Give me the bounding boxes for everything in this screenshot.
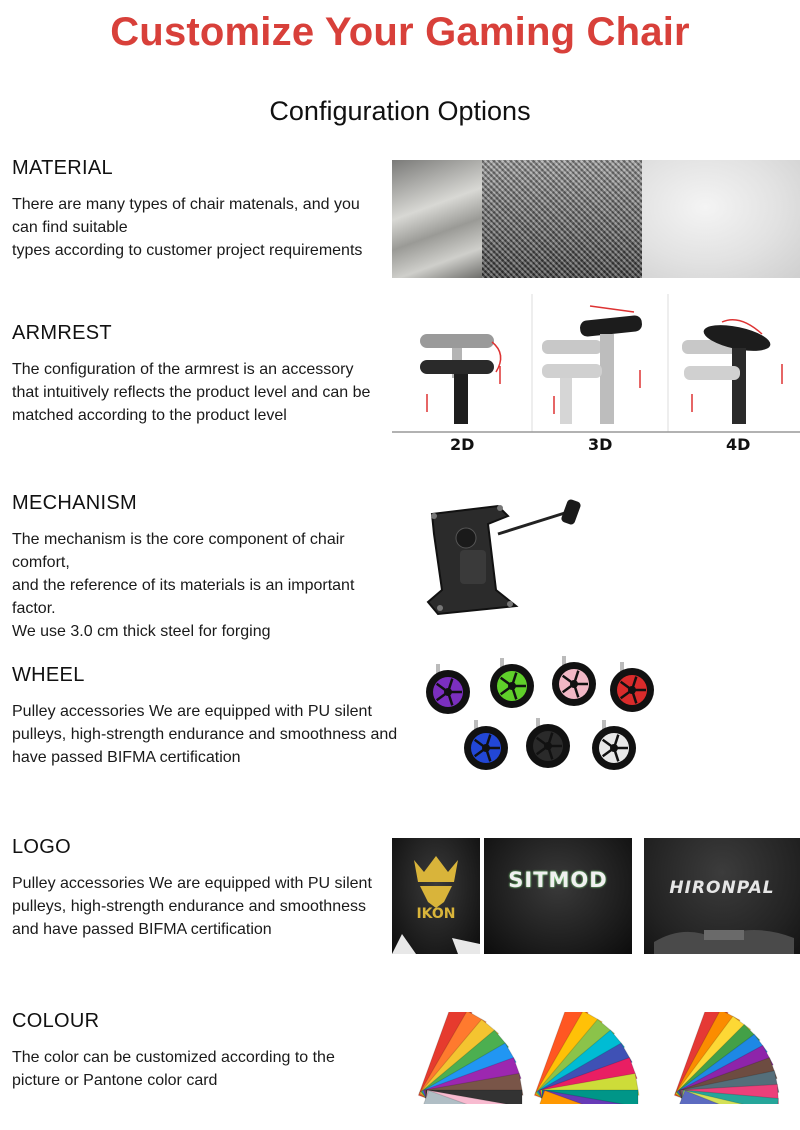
caster-wheel	[552, 656, 596, 706]
section-description	[12, 528, 402, 643]
section-description	[12, 358, 402, 427]
description-line: There are many types of chair matenals, and you	[12, 196, 360, 213]
section-description	[12, 700, 402, 769]
caster-wheel	[610, 662, 654, 712]
page-title: Customize Your Gaming Chair	[110, 10, 690, 54]
wheels-image	[418, 656, 668, 782]
description-line: pulleys, high-strength endurance and smoothness	[12, 898, 366, 915]
description-line: Pulley accessories We are equipped with PU silent	[12, 703, 372, 720]
section-heading: MECHANISM	[12, 492, 137, 514]
section-logo	[0, 836, 800, 956]
section-heading: WHEEL	[12, 664, 85, 686]
description-line: that intuitively reflects the product level and can be	[12, 384, 371, 401]
logo-brand-hironpal: HIRONPAL	[669, 878, 775, 898]
section-mechanism	[0, 492, 800, 640]
section-description	[12, 1046, 402, 1092]
armrest-3d	[542, 306, 643, 424]
description-line: and the reference of its materials is an important factor.	[12, 577, 355, 617]
description-line: matched according to the product level	[12, 407, 287, 424]
armrest-label-3d: 3D	[588, 435, 613, 454]
ikon-crown-icon	[392, 838, 480, 954]
color-swatch-fan	[674, 1012, 778, 1104]
logo-samples-image	[392, 838, 800, 954]
armrest-types-image	[392, 294, 800, 456]
brushed-metal-swatch	[392, 160, 482, 278]
section-heading: ARMREST	[12, 322, 112, 344]
page-subtitle: Configuration Options	[269, 96, 531, 126]
caster-wheel	[464, 720, 508, 770]
logo-tile-ikon	[392, 838, 480, 954]
description-line: picture or Pantone color card	[12, 1072, 218, 1089]
description-line: can find suitable	[12, 219, 128, 236]
section-material	[0, 157, 800, 282]
description-line: types according to customer project requirements	[12, 242, 363, 259]
logo-brand-sitmod: SITMOD	[508, 868, 608, 892]
description-line: The mechanism is the core component of chair comfort,	[12, 531, 345, 571]
fabric-swatch	[642, 160, 800, 278]
logo-tile-sitmod	[484, 838, 632, 954]
description-line: have passed BIFMA certification	[12, 749, 241, 766]
section-colour	[0, 1010, 800, 1110]
section-armrest	[0, 322, 800, 462]
section-wheel	[0, 664, 800, 794]
mechanism-image	[418, 494, 598, 620]
section-description	[12, 872, 402, 941]
armrest-label-2d: 2D	[450, 435, 475, 454]
armrest-label-4d: 4D	[726, 435, 751, 454]
description-line: The color can be customized according to the	[12, 1049, 335, 1066]
caster-wheel	[490, 658, 534, 708]
carbon-fiber-swatch	[482, 160, 642, 278]
section-heading: MATERIAL	[12, 157, 113, 179]
colour-samples-image	[392, 1012, 800, 1104]
tilt-mechanism-illustration	[418, 494, 598, 620]
armrest-illustration	[392, 294, 800, 456]
color-swatch-fans-illustration	[392, 1012, 800, 1104]
description-line: Pulley accessories We are equipped with PU silent	[12, 875, 372, 892]
color-swatch-fan	[534, 1012, 638, 1104]
caster-wheel	[526, 718, 570, 768]
logo-tile-hironpal	[644, 838, 800, 954]
section-heading: COLOUR	[12, 1010, 100, 1032]
description-line: The configuration of the armrest is an accessory	[12, 361, 354, 378]
color-swatch-fan	[418, 1012, 522, 1104]
description-line: and have passed BIFMA certification	[12, 921, 272, 938]
section-description	[12, 193, 402, 262]
caster-wheel	[426, 664, 470, 714]
material-samples-image	[392, 160, 800, 278]
caster-wheel	[592, 720, 636, 770]
chair-back-strap-icon	[644, 838, 800, 954]
caster-wheels-illustration	[418, 656, 668, 782]
armrest-4d	[682, 320, 782, 424]
logo-brand-ikon: IKON	[416, 906, 456, 922]
armrest-2d	[420, 334, 501, 424]
description-line: We use 3.0 cm thick steel for forging	[12, 623, 271, 640]
section-heading: LOGO	[12, 836, 71, 858]
description-line: pulleys, high-strength endurance and smoothness and	[12, 726, 398, 743]
